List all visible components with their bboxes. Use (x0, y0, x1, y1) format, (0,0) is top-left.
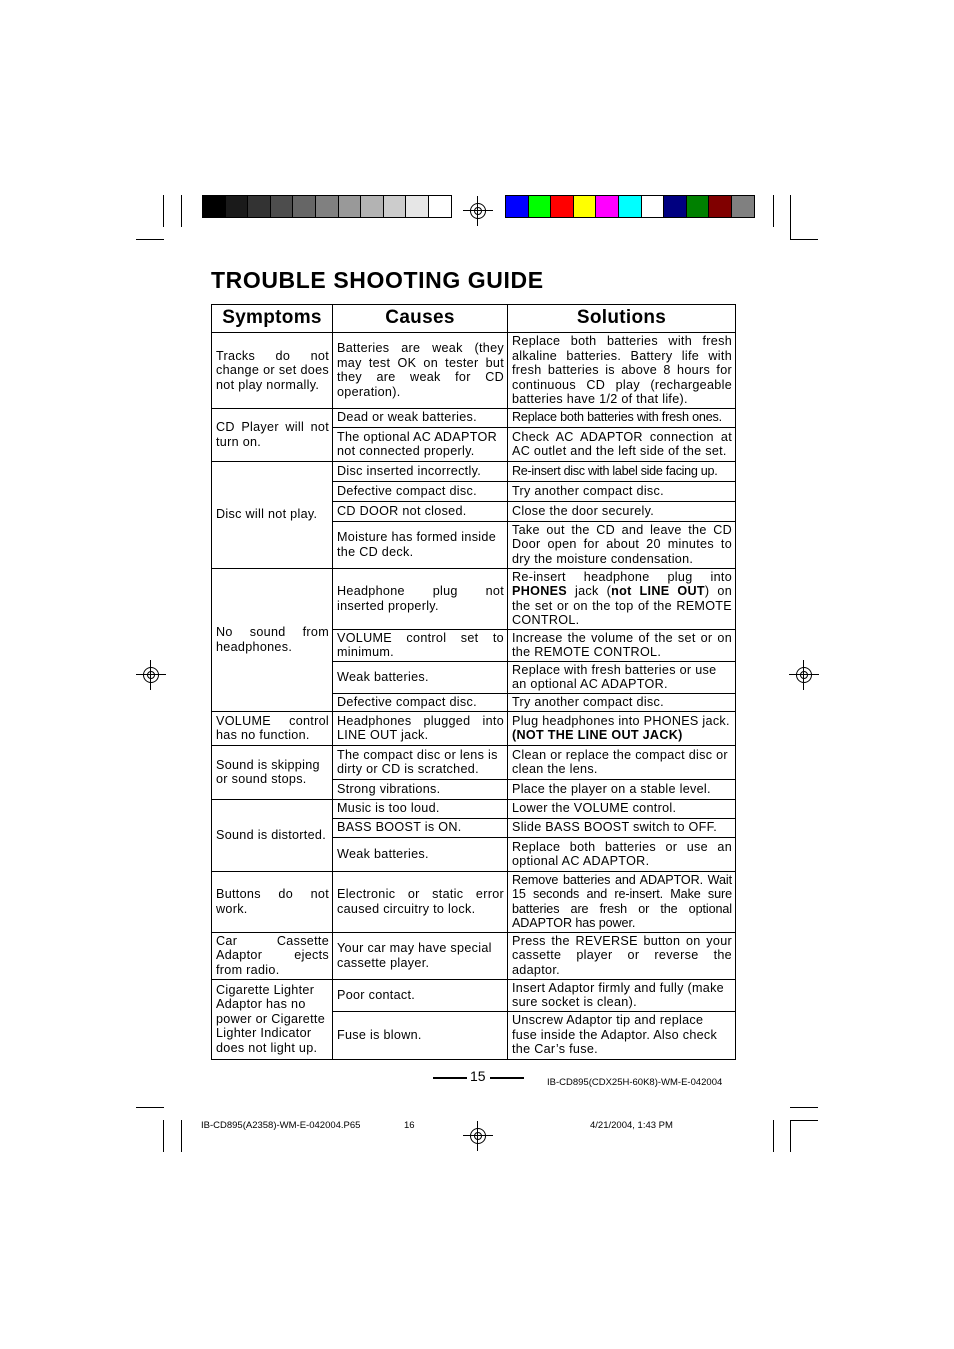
solution-cell: Unscrew Adaptor tip and replace fuse inside the Adaptor. Also check the Car’s fuse. (508, 1011, 736, 1059)
cause-cell: Defective compact disc. (333, 693, 508, 711)
solution-cell: Press the REVERSE button on your cassette player or reverse the adaptor. (508, 932, 736, 979)
solution-text: jack ( (567, 584, 612, 598)
solution-text-bold: (NOT THE LINE OUT JACK) (512, 728, 683, 742)
solution-cell: Close the door securely. (508, 501, 736, 521)
gray-swatch (383, 195, 407, 218)
solution-cell: Replace both batteries with fresh ones. (508, 408, 736, 427)
cause-cell: VOLUME control set to minimum. (333, 629, 508, 661)
registration-mark-bottom (463, 1121, 493, 1151)
trouble-shooting-table (211, 304, 736, 1060)
cause-cell: Moisture has formed inside the CD deck. (333, 521, 508, 568)
color-swatch (663, 195, 687, 218)
table-row (212, 932, 736, 979)
solution-text-bold: PHONES (512, 584, 567, 598)
cause-cell: Defective compact disc. (333, 481, 508, 501)
symptom-cell: VOLUME control has no function. (212, 711, 333, 745)
gray-swatch (405, 195, 429, 218)
gray-swatch (225, 195, 249, 218)
symptom-cell: Tracks do not change or set does not play normally. (212, 333, 333, 409)
gray-swatch (428, 195, 452, 218)
cause-cell: Headphones plugged into LINE OUT jack. (333, 711, 508, 745)
table-row (212, 979, 736, 1011)
solution-cell: Increase the volume of the set or on the REMOTE CONTROL. (508, 629, 736, 661)
cause-cell: Electronic or static error caused circuitry to lock. (333, 871, 508, 932)
solution-cell: Place the player on a stable level. (508, 779, 736, 799)
table-row (212, 461, 736, 481)
cause-cell: BASS BOOST is ON. (333, 818, 508, 837)
gray-swatch (315, 195, 339, 218)
solution-cell: Replace both batteries with fresh alkaline batteries. Battery life with fresh batteries is above 8 hours for continuous CD play (rechargeable batteries have 1/2 of that life). (508, 333, 736, 409)
gray-swatch (202, 195, 226, 218)
solution-cell: Replace with fresh batteries or use an optional AC ADAPTOR. (508, 661, 736, 693)
solution-cell: Slide BASS BOOST switch to OFF. (508, 818, 736, 837)
file-name: IB-CD895(A2358)-WM-E-042004.P65 (201, 1120, 361, 1131)
cause-cell: Strong vibrations. (333, 779, 508, 799)
solution-cell (508, 711, 736, 745)
gray-swatch (247, 195, 271, 218)
table-row (212, 745, 736, 779)
solution-cell: Check AC ADAPTOR connection at AC outlet and the left side of the set. (508, 427, 736, 461)
solution-cell: Replace both batteries or use an optional AC ADAPTOR. (508, 837, 736, 871)
registration-mark-top (463, 196, 493, 226)
table-row (212, 871, 736, 932)
symptom-cell: Sound is skipping or sound stops. (212, 745, 333, 799)
solution-cell: Clean or replace the compact disc or clean the lens. (508, 745, 736, 779)
color-swatch (686, 195, 710, 218)
color-swatch (528, 195, 552, 218)
cause-cell: The optional AC ADAPTOR not connected properly. (333, 427, 508, 461)
solution-cell: Lower the VOLUME control. (508, 799, 736, 818)
solution-cell: Insert Adaptor firmly and fully (make sure socket is clean). (508, 979, 736, 1011)
symptom-cell: No sound from headphones. (212, 568, 333, 711)
color-swatch (595, 195, 619, 218)
table-row (212, 711, 736, 745)
header-solutions: Solutions (508, 305, 736, 333)
table-row (212, 799, 736, 818)
cause-cell: The compact disc or lens is dirty or CD is scratched. (333, 745, 508, 779)
header-symptoms: Symptoms (212, 305, 333, 333)
cause-cell: Disc inserted incorrectly. (333, 461, 508, 481)
symptom-cell: Disc will not play. (212, 461, 333, 568)
solution-cell: Try another compact disc. (508, 693, 736, 711)
cause-cell: Weak batteries. (333, 661, 508, 693)
table-row (212, 408, 736, 427)
color-swatch (731, 195, 755, 218)
timestamp: 4/21/2004, 1:43 PM (590, 1120, 673, 1131)
solution-text: Re-insert headphone plug into (512, 569, 732, 584)
cause-cell: Batteries are weak (they may test OK on tester but they are weak for CD operation). (333, 333, 508, 409)
table-row (212, 568, 736, 629)
page-number-rule-left (433, 1077, 467, 1079)
solution-text: ) on the set or on the top of the REMOTE CONTROL. (512, 584, 733, 627)
header-row (212, 305, 736, 333)
cause-cell: Weak batteries. (333, 837, 508, 871)
table-row (212, 333, 736, 409)
gray-swatch (338, 195, 362, 218)
color-swatch (505, 195, 529, 218)
doc-code: IB-CD895(CDX25H-60K8)-WM-E-042004 (547, 1077, 723, 1088)
gray-swatch (292, 195, 316, 218)
solution-cell (508, 568, 736, 629)
solution-cell: Re-insert disc with label side facing up. (508, 461, 736, 481)
symptom-cell: CD Player will not turn on. (212, 408, 333, 461)
symptom-cell: Sound is distorted. (212, 799, 333, 871)
cause-cell: Dead or weak batteries. (333, 408, 508, 427)
symptom-cell: Cigarette Lighter Adaptor has no power or Cigarette Lighter Indicator does not light up. (212, 979, 333, 1059)
registration-mark-left (136, 660, 166, 690)
gray-swatch (360, 195, 384, 218)
cause-cell: Your car may have special cassette player. (333, 932, 508, 979)
registration-mark-right (789, 660, 819, 690)
header-causes: Causes (333, 305, 508, 333)
solution-text-bold: not LINE OUT (611, 584, 705, 598)
solution-cell: Try another compact disc. (508, 481, 736, 501)
symptom-cell: Buttons do not work. (212, 871, 333, 932)
page-title: TROUBLE SHOOTING GUIDE (211, 267, 544, 293)
color-swatch (573, 195, 597, 218)
cause-cell: Music is too loud. (333, 799, 508, 818)
color-swatch (708, 195, 732, 218)
color-swatch (641, 195, 665, 218)
file-page: 16 (404, 1120, 415, 1131)
solution-cell: Remove batteries and ADAPTOR. Wait 15 seconds and re-insert. Make sure batteries are fresh or the optional ADAPTOR has power. (508, 871, 736, 932)
page-number: 15 (470, 1068, 486, 1084)
cause-cell: CD DOOR not closed. (333, 501, 508, 521)
cause-cell: Poor contact. (333, 979, 508, 1011)
cause-cell: Fuse is blown. (333, 1011, 508, 1059)
page-number-rule-right (490, 1077, 524, 1079)
cause-cell: Headphone plug not inserted properly. (333, 568, 508, 629)
color-swatch (618, 195, 642, 218)
symptom-cell: Car Cassette Adaptor ejects from radio. (212, 932, 333, 979)
gray-swatch (270, 195, 294, 218)
color-swatch (550, 195, 574, 218)
solution-text: Plug headphones into PHONES jack. (512, 713, 730, 728)
solution-cell: Take out the CD and leave the CD Door open for about 20 minutes to dry the moisture condensation. (508, 521, 736, 568)
